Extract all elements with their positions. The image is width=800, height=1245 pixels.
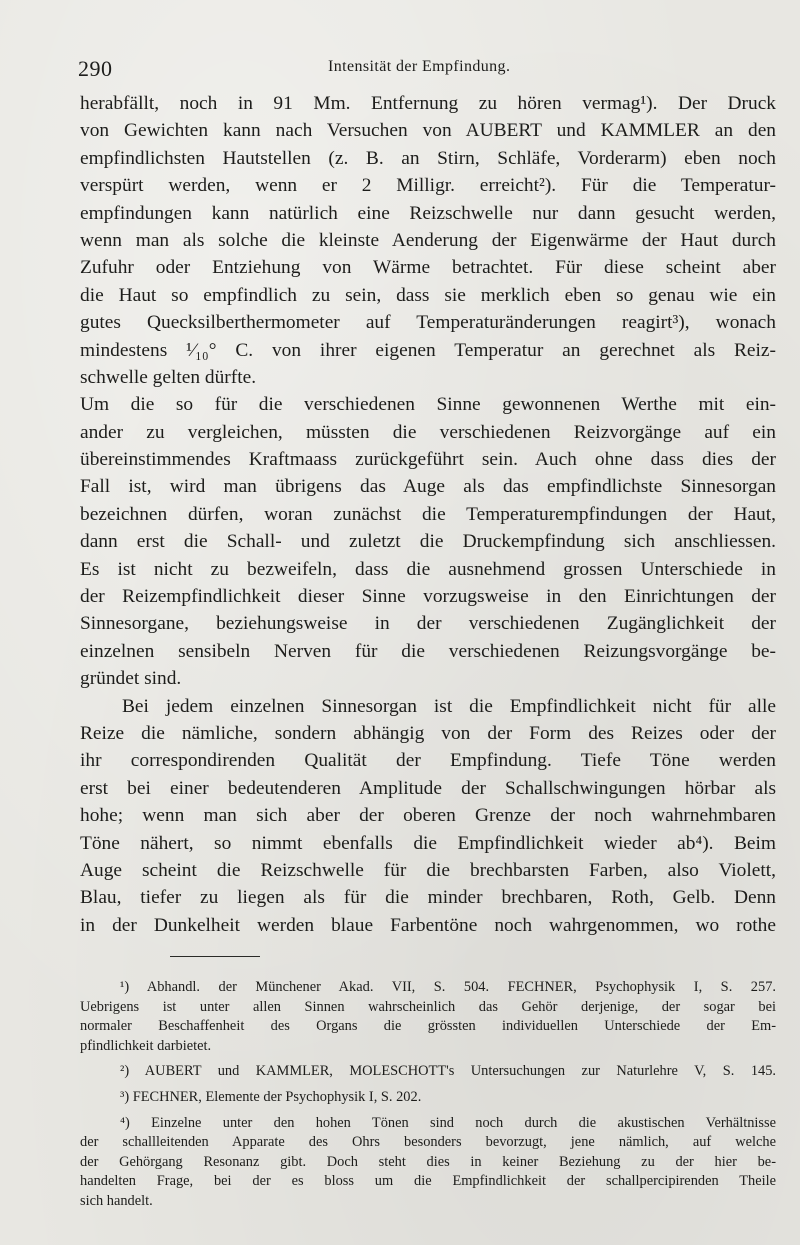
footnote-line: handelten Frage, bei der es bloss um die Empfindlichkeit der schallpercipirenden Theile (80, 1173, 776, 1190)
footnote-line: ¹) Abhandl. der Münchener Akad. VII, S. 504. FECHNER, Psychophysik I, S. 257. (120, 979, 776, 995)
text-line: Töne nähert, so nimmt ebenfalls die Empfindlichkeit wieder ab⁴). Beim (80, 832, 776, 854)
text-line: einzelnen sensibeln Nerven für die verschiedenen Reizungsvorgänge be- (80, 640, 776, 662)
text-line: Blau, tiefer zu liegen als für die minder brechbaren, Roth, Gelb. Denn (80, 887, 776, 909)
text-line: mindestens ¹⁄₁₀° C. von ihrer eigenen Temperatur an gerechnet als Reiz- (80, 339, 776, 361)
text-line: ander zu vergleichen, müssten die verschiedenen Reizvorgänge auf ein (80, 421, 776, 443)
text-line: die Haut so empfindlich zu sein, dass sie merklich eben so genau wie ein (80, 284, 776, 306)
page-header (78, 52, 778, 82)
text-line: empfindlichsten Hautstellen (z. B. an Stirn, Schläfe, Vorderarm) eben noch (80, 147, 776, 169)
text-line: hohe; wenn man sich aber der oberen Grenze der noch wahrnehmbaren (80, 805, 776, 827)
text-line: Fall ist, wird man übrigens das Auge als das empfindlichste Sinnesorgan (80, 476, 776, 498)
footnote-line: ²) AUBERT und KAMMLER, MOLESCHOTT's Untersuchungen zur Naturlehre V, S. 145. (120, 1063, 776, 1080)
footnote-line: normaler Beschaffenheit des Organs die grössten individuellen Unterschiede der Em- (80, 1018, 776, 1035)
text-line: übereinstimmendes Kraftmaass zurückgeführt sein. Auch ohne dass dies der (80, 449, 776, 471)
footnote-line: der schallleitenden Apparate des Ohrs besonders bevorzugt, jene nämlich, auf welche (80, 1134, 776, 1151)
text-line: ihr correspondirenden Qualität der Empfindung. Tiefe Töne werden (80, 750, 776, 772)
text-line: Sinnesorgane, beziehungsweise in der verschiedenen Zugänglichkeit der (80, 613, 776, 635)
text-line: Um die so für die verschiedenen Sinne gewonnenen Werthe mit ein- (80, 394, 776, 416)
running-head: Intensität der Empfindung. (328, 58, 511, 75)
text-line: bezeichnen dürfen, woran zunächst die Temperaturempfindungen der Haut, (80, 503, 776, 525)
footnote-line: sich handelt. (80, 1192, 153, 1209)
text-line: empfindungen kann natürlich eine Reizschwelle nur dann gesucht werden, (80, 202, 776, 224)
footnote-line: ³) FECHNER, Elemente der Psychophysik I, S. 202. (120, 1088, 422, 1105)
text-line: Es ist nicht zu bezweifeln, dass die ausnehmend grossen Unterschiede in (80, 558, 776, 580)
text-line: von Gewichten kann nach Versuchen von AUBERT und KAMMLER an den (80, 120, 776, 142)
text-line: gutes Quecksilberthermometer auf Temperaturänderungen reagirt³), wonach (80, 312, 776, 334)
text-line: Auge scheint die Reizschwelle für die brechbarsten Farben, also Violett, (80, 859, 776, 881)
text-line: herabfällt, noch in 91 Mm. Entfernung zu hören vermag¹). Der Druck (80, 93, 776, 114)
text-line: der Reizempfindlichkeit dieser Sinne vorzugsweise in den Einrichtungen der (80, 586, 776, 608)
text-line: erst bei einer bedeutenderen Amplitude der Schallschwingungen hörbar als (80, 777, 776, 799)
text-line: gründet sind. (80, 668, 182, 690)
text-line: schwelle gelten dürfte. (80, 366, 257, 388)
footnote-line: pfindlichkeit darbietet. (80, 1037, 212, 1054)
footnotes (80, 978, 776, 1212)
footnote-divider (170, 956, 260, 957)
text-line: Zufuhr oder Entziehung von Wärme betrachtet. Für diese scheint aber (80, 257, 776, 279)
text-line: dann erst die Schall- und zuletzt die Druckempfindung sich anschliessen. (80, 531, 776, 553)
text-line: verspürt werden, wenn er 2 Milligr. erreicht²). Für die Temperatur- (80, 175, 776, 197)
text-line: Bei jedem einzelnen Sinnesorgan ist die Empfindlichkeit nicht für alle (122, 695, 776, 717)
text-line: in der Dunkelheit werden blaue Farbentöne noch wahrgenommen, wo rothe (80, 914, 776, 936)
footnote-line: Uebrigens ist unter allen Sinnen wahrscheinlich das Gehör derjenige, der sogar bei (80, 998, 776, 1015)
main-text (80, 90, 776, 939)
page-number: 290 (78, 56, 113, 81)
text-line: Reize die nämliche, sondern abhängig von der Form des Reizes oder der (80, 722, 776, 744)
text-line: wenn man als solche die kleinste Aenderung der Eigenwärme der Haut durch (80, 229, 776, 251)
footnote-line: der Gehörgang Resonanz gibt. Doch steht dies in keiner Beziehung zu der hier be- (80, 1153, 776, 1170)
footnote-line: ⁴) Einzelne unter den hohen Tönen sind noch durch die akustischen Verhältnisse (120, 1114, 776, 1131)
